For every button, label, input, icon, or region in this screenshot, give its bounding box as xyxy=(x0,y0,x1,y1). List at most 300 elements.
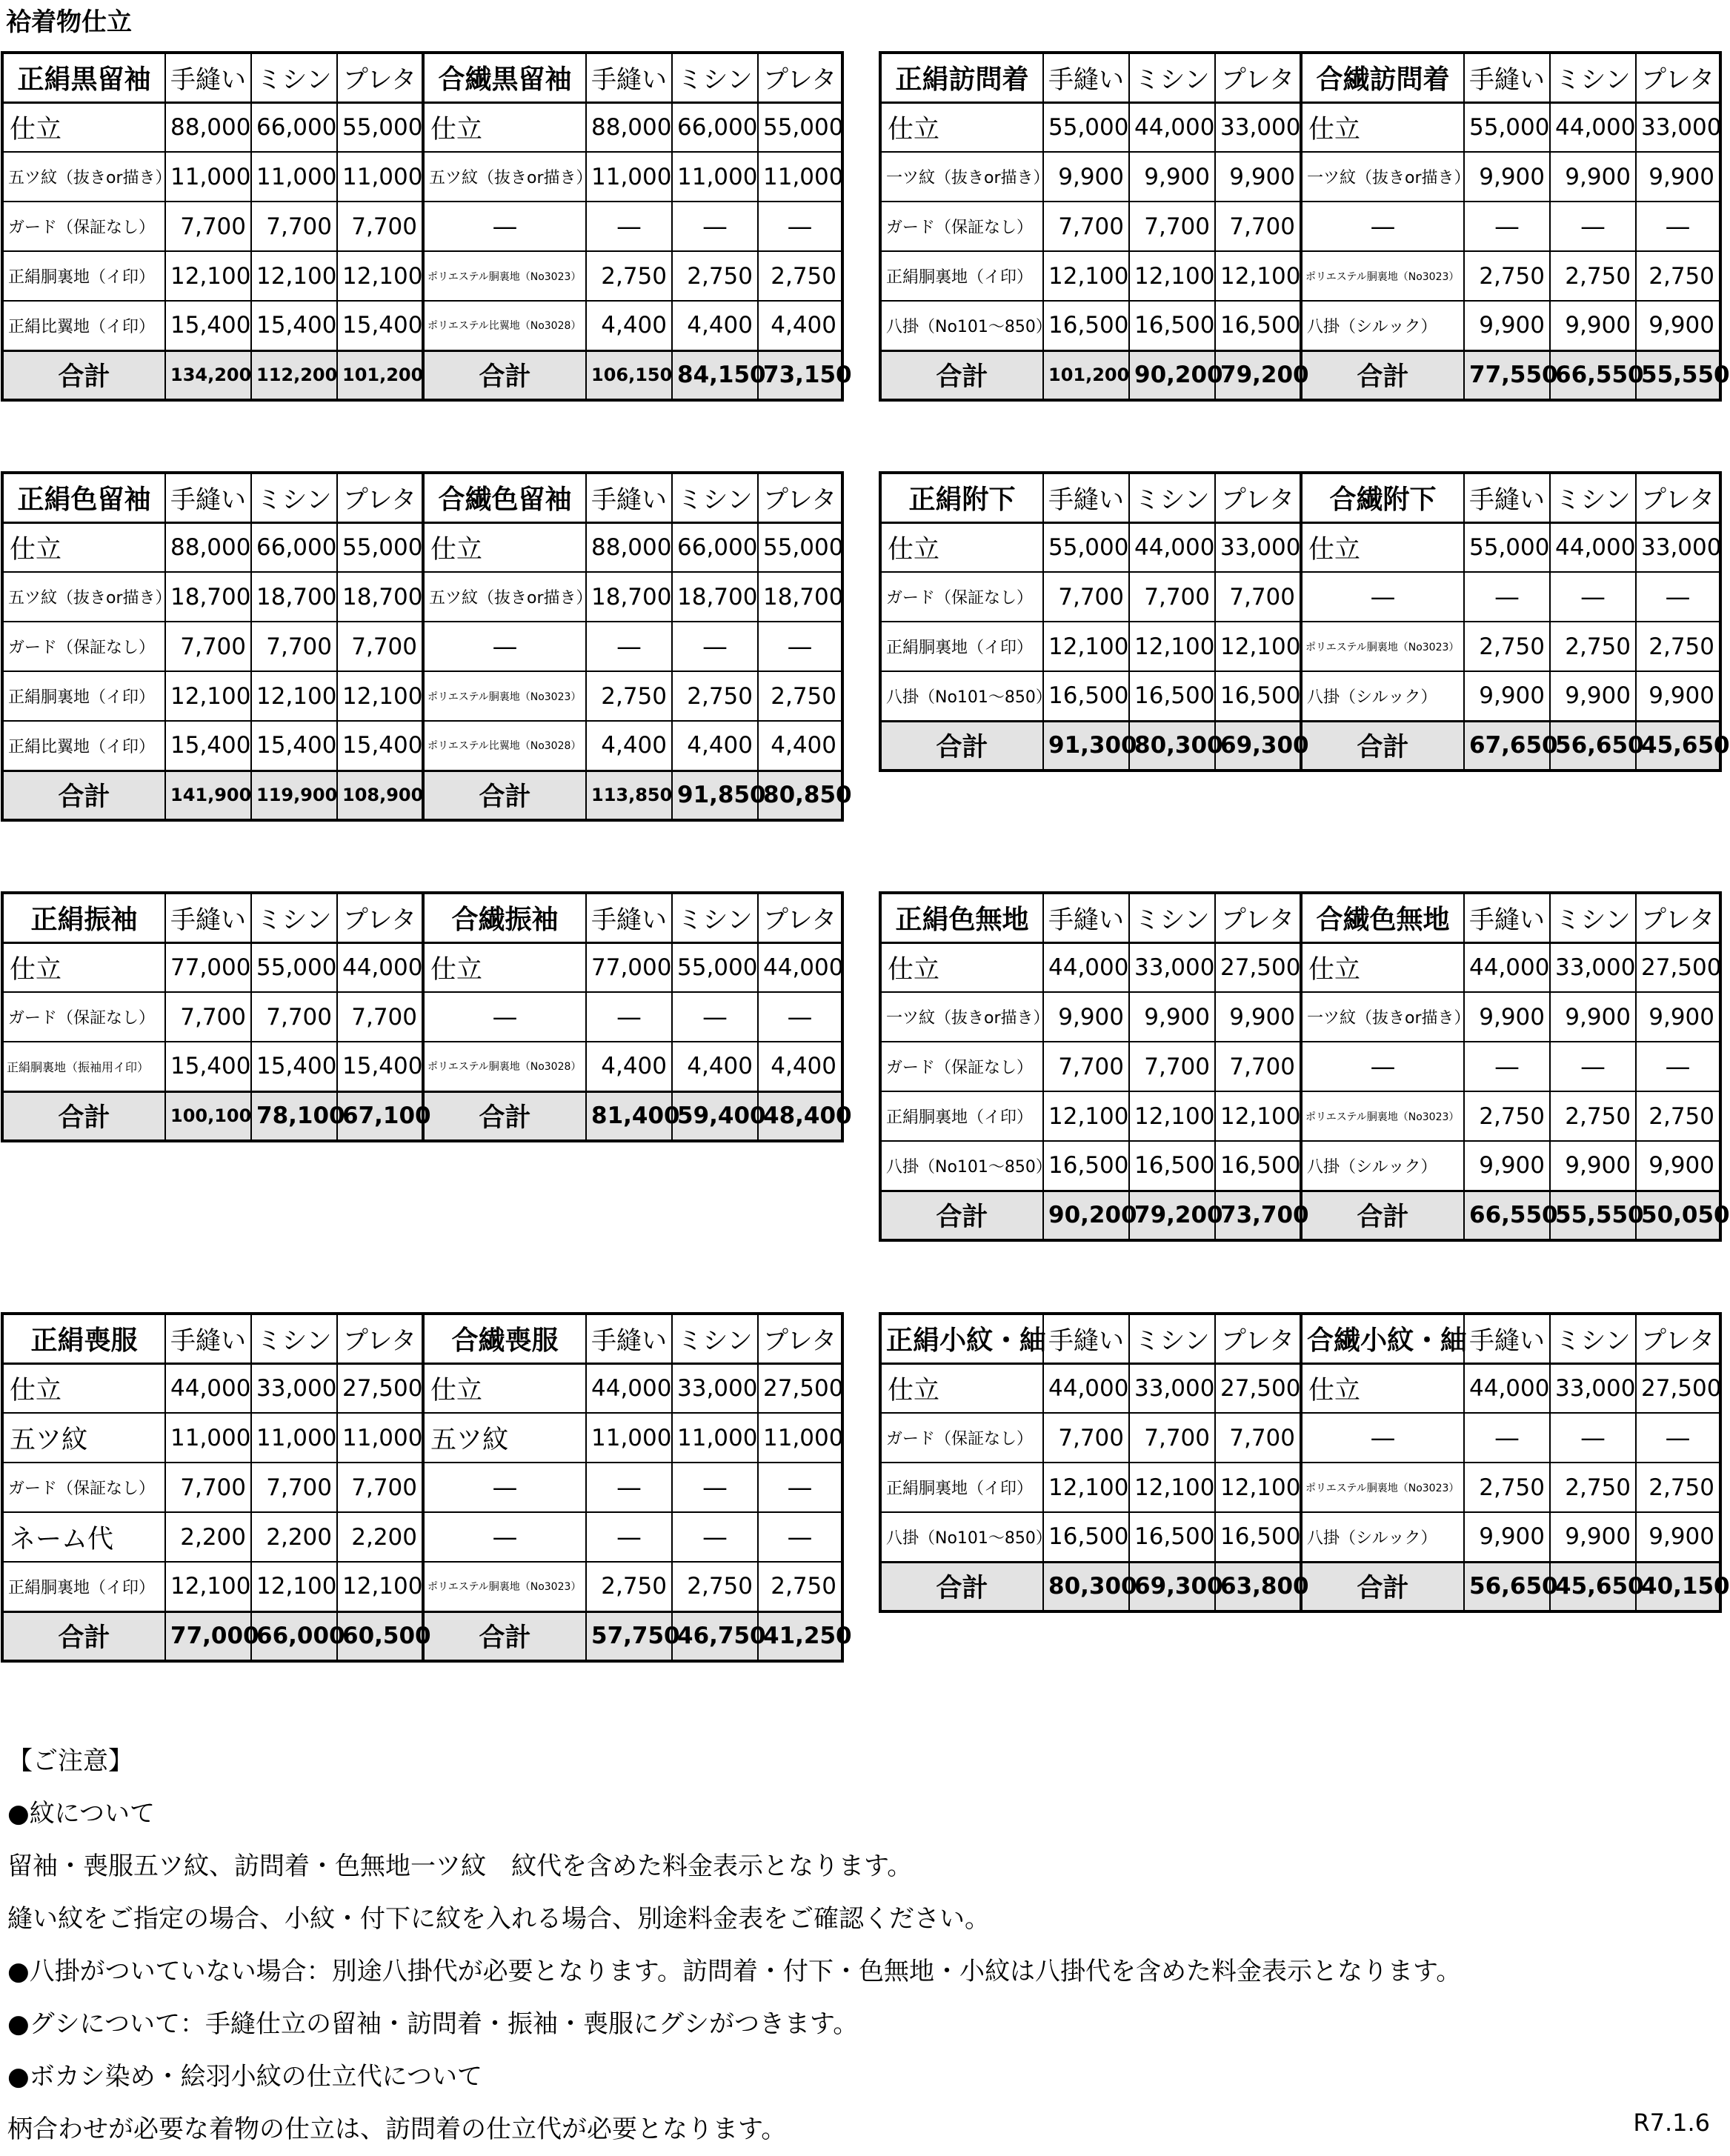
table-row xyxy=(880,671,1720,721)
price-cell: 7,700 xyxy=(337,622,423,671)
column-header: ミシン xyxy=(672,893,758,942)
total-price: 73,150 xyxy=(758,350,842,400)
price-cell: 11,000 xyxy=(672,1413,758,1463)
price-cell: 4,400 xyxy=(758,721,842,771)
empty-cell: — xyxy=(423,992,586,1042)
empty-cell: — xyxy=(1301,572,1464,622)
price-cell: 11,000 xyxy=(251,1413,337,1463)
item-label: 一ツ紋（抜きor描き） xyxy=(880,152,1043,202)
item-label: 正絹胴裏地（振袖用イ印） xyxy=(2,1042,165,1091)
price-cell: 2,750 xyxy=(672,1562,758,1611)
table-row xyxy=(2,721,842,771)
empty-cell: — xyxy=(423,202,586,251)
price-cell: 44,000 xyxy=(758,942,842,992)
column-header: ミシン xyxy=(251,53,337,102)
total-price: 45,650 xyxy=(1636,721,1720,771)
price-cell: 55,000 xyxy=(758,102,842,152)
table-row xyxy=(2,301,842,350)
price-cell: 44,000 xyxy=(1043,942,1129,992)
price-cell: 2,750 xyxy=(1636,1463,1720,1512)
price-cell: 15,400 xyxy=(337,301,423,350)
total-label: 合計 xyxy=(880,1191,1043,1240)
total-price: 141,900 xyxy=(165,771,251,820)
total-price: 73,700 xyxy=(1215,1191,1301,1240)
price-cell: 9,900 xyxy=(1636,992,1720,1042)
price-cell: 2,750 xyxy=(1550,1091,1636,1141)
column-header: ミシン xyxy=(1129,1314,1215,1363)
item-label: 仕立 xyxy=(2,102,165,152)
column-header: 手縫い xyxy=(1464,893,1550,942)
price-cell: 16,500 xyxy=(1043,301,1129,350)
total-price: 108,900 xyxy=(337,771,423,820)
empty-cell: — xyxy=(1550,1413,1636,1463)
note-line: ●八掛がついていない場合：別途八掛代が必要となります。訪問着・付下・色無地・小紋は八掛代を含めた料金表示となります。 xyxy=(7,1957,1462,1986)
item-label: 八掛（シルック） xyxy=(1301,1141,1464,1191)
total-price: 112,200 xyxy=(251,350,337,400)
empty-cell: — xyxy=(1636,202,1720,251)
table-title: 正絹色留袖 xyxy=(2,473,165,522)
price-cell: 9,900 xyxy=(1464,992,1550,1042)
price-cell: 44,000 xyxy=(1464,1363,1550,1413)
empty-cell: — xyxy=(1464,202,1550,251)
item-label: 五ツ紋（抜きor描き） xyxy=(2,152,165,202)
table-title: 正絹色無地 xyxy=(880,893,1043,942)
item-label: ポリエステル胴裏地（No3023） xyxy=(1301,622,1464,671)
price-cell: 11,000 xyxy=(672,152,758,202)
column-header: プレタ xyxy=(337,893,423,942)
item-label: 正絹胴裏地（イ印） xyxy=(2,251,165,301)
price-cell: 12,100 xyxy=(1129,251,1215,301)
table-header-row xyxy=(880,473,1720,522)
item-label: ポリエステル胴裏地（No3023） xyxy=(1301,251,1464,301)
empty-cell: — xyxy=(758,622,842,671)
column-header: 手縫い xyxy=(165,473,251,522)
item-label: 八掛（シルック） xyxy=(1301,671,1464,721)
item-label: ポリエステル胴裏地（No3023） xyxy=(423,251,586,301)
price-cell: 4,400 xyxy=(672,721,758,771)
table-row xyxy=(2,1463,842,1512)
price-cell: 15,400 xyxy=(251,1042,337,1091)
total-price: 50,050 xyxy=(1636,1191,1720,1240)
column-header: 手縫い xyxy=(586,893,672,942)
column-header: ミシン xyxy=(672,1314,758,1363)
item-label: 正絹胴裏地（イ印） xyxy=(2,1562,165,1611)
total-row xyxy=(2,350,842,400)
item-label: 仕立 xyxy=(880,102,1043,152)
total-label: 合計 xyxy=(1301,721,1464,771)
price-cell: 11,000 xyxy=(165,1413,251,1463)
price-cell: 16,500 xyxy=(1129,1512,1215,1562)
total-price: 81,400 xyxy=(586,1091,672,1141)
price-cell: 12,100 xyxy=(165,251,251,301)
price-cell: 9,900 xyxy=(1636,1512,1720,1562)
price-cell: 9,900 xyxy=(1636,152,1720,202)
price-table-iromuji xyxy=(879,891,1730,1242)
price-cell: 12,100 xyxy=(1043,622,1129,671)
total-price: 79,200 xyxy=(1129,1191,1215,1240)
table-row xyxy=(2,202,842,251)
price-cell: 7,700 xyxy=(337,202,423,251)
price-cell: 44,000 xyxy=(1043,1363,1129,1413)
price-cell: 2,750 xyxy=(1550,622,1636,671)
price-cell: 2,750 xyxy=(1464,1091,1550,1141)
empty-cell: — xyxy=(758,202,842,251)
table-title: 正絹附下 xyxy=(880,473,1043,522)
table-header-row xyxy=(2,893,842,942)
total-price: 41,250 xyxy=(758,1611,842,1661)
price-cell: 12,100 xyxy=(337,251,423,301)
price-cell: 7,700 xyxy=(1129,1042,1215,1091)
table-title: 合繊色留袖 xyxy=(423,473,586,522)
price-cell: 55,000 xyxy=(1043,102,1129,152)
column-header: ミシン xyxy=(251,893,337,942)
item-label: 仕立 xyxy=(423,1363,586,1413)
item-label: ネーム代 xyxy=(2,1512,165,1562)
empty-cell: — xyxy=(1301,202,1464,251)
price-cell: 12,100 xyxy=(1129,1463,1215,1512)
price-cell: 16,500 xyxy=(1215,671,1301,721)
item-label: ガード（保証なし） xyxy=(880,1413,1043,1463)
table-row xyxy=(880,572,1720,622)
item-label: ポリエステル比翼地（No3028） xyxy=(423,301,586,350)
price-cell: 7,700 xyxy=(1043,1042,1129,1091)
price-cell: 15,400 xyxy=(337,721,423,771)
price-cell: 9,900 xyxy=(1464,301,1550,350)
column-header: ミシン xyxy=(672,53,758,102)
column-header: プレタ xyxy=(1636,473,1720,522)
column-header: プレタ xyxy=(758,893,842,942)
price-cell: 12,100 xyxy=(165,1562,251,1611)
price-cell: 12,100 xyxy=(337,671,423,721)
total-price: 90,200 xyxy=(1043,1191,1129,1240)
item-label: 仕立 xyxy=(1301,1363,1464,1413)
price-cell: 16,500 xyxy=(1129,301,1215,350)
price-cell: 55,000 xyxy=(1464,522,1550,572)
price-cell: 7,700 xyxy=(1129,202,1215,251)
total-price: 56,650 xyxy=(1464,1562,1550,1611)
empty-cell: — xyxy=(586,202,672,251)
total-price: 80,300 xyxy=(1043,1562,1129,1611)
table-row xyxy=(880,522,1720,572)
price-cell: 44,000 xyxy=(165,1363,251,1413)
price-cell: 16,500 xyxy=(1043,1512,1129,1562)
total-price: 113,850 xyxy=(586,771,672,820)
empty-cell: — xyxy=(758,1512,842,1562)
total-price: 57,750 xyxy=(586,1611,672,1661)
price-cell: 7,700 xyxy=(251,1463,337,1512)
table-row xyxy=(880,1091,1720,1141)
price-cell: 27,500 xyxy=(1215,1363,1301,1413)
empty-cell: — xyxy=(1636,1042,1720,1091)
total-price: 77,000 xyxy=(165,1611,251,1661)
column-header: ミシン xyxy=(1129,893,1215,942)
item-label: 五ツ紋 xyxy=(2,1413,165,1463)
total-price: 45,650 xyxy=(1550,1562,1636,1611)
price-cell: 4,400 xyxy=(672,301,758,350)
item-label: 正絹胴裏地（イ印） xyxy=(880,622,1043,671)
column-header: 手縫い xyxy=(586,1314,672,1363)
item-label: 八掛（No101～850） xyxy=(880,671,1043,721)
empty-cell: — xyxy=(1636,1413,1720,1463)
column-header: ミシン xyxy=(672,473,758,522)
price-cell: 27,500 xyxy=(758,1363,842,1413)
table-row xyxy=(2,671,842,721)
price-cell: 33,000 xyxy=(1636,102,1720,152)
price-cell: 9,900 xyxy=(1215,992,1301,1042)
item-label: 仕立 xyxy=(1301,522,1464,572)
price-cell: 77,000 xyxy=(586,942,672,992)
empty-cell: — xyxy=(1464,1042,1550,1091)
item-label: ポリエステル胴裏地（No3023） xyxy=(1301,1463,1464,1512)
table-row xyxy=(880,622,1720,671)
price-cell: 18,700 xyxy=(337,572,423,622)
total-price: 59,400 xyxy=(672,1091,758,1141)
price-cell: 7,700 xyxy=(337,992,423,1042)
item-label: 仕立 xyxy=(2,942,165,992)
page-title: 袷着物仕立 xyxy=(6,7,132,37)
price-cell: 55,000 xyxy=(672,942,758,992)
table-title: 正絹喪服 xyxy=(2,1314,165,1363)
price-cell: 12,100 xyxy=(251,251,337,301)
total-label: 合計 xyxy=(423,350,586,400)
price-table-irotomesode xyxy=(1,471,852,822)
price-cell: 9,900 xyxy=(1129,992,1215,1042)
total-price: 134,200 xyxy=(165,350,251,400)
price-cell: 55,000 xyxy=(251,942,337,992)
empty-cell: — xyxy=(672,992,758,1042)
empty-cell: — xyxy=(423,1463,586,1512)
total-label: 合計 xyxy=(880,350,1043,400)
price-cell: 15,400 xyxy=(165,301,251,350)
item-label: 正絹胴裏地（イ印） xyxy=(880,1091,1043,1141)
column-header: 手縫い xyxy=(1464,1314,1550,1363)
price-cell: 4,400 xyxy=(586,301,672,350)
price-cell: 12,100 xyxy=(251,671,337,721)
item-label: 一ツ紋（抜きor描き） xyxy=(1301,152,1464,202)
price-table-mofuku xyxy=(1,1312,852,1663)
price-cell: 11,000 xyxy=(758,1413,842,1463)
total-price: 55,550 xyxy=(1636,350,1720,400)
price-cell: 2,750 xyxy=(1636,1091,1720,1141)
item-label: 正絹比翼地（イ印） xyxy=(2,721,165,771)
price-cell: 77,000 xyxy=(165,942,251,992)
price-cell: 33,000 xyxy=(1550,1363,1636,1413)
total-row xyxy=(2,1091,842,1141)
table-row xyxy=(880,1463,1720,1512)
total-price: 46,750 xyxy=(672,1611,758,1661)
total-label: 合計 xyxy=(423,1611,586,1661)
empty-cell: — xyxy=(423,1512,586,1562)
price-cell: 66,000 xyxy=(672,522,758,572)
column-header: プレタ xyxy=(337,53,423,102)
column-header: プレタ xyxy=(1636,53,1720,102)
empty-cell: — xyxy=(672,1512,758,1562)
price-cell: 44,000 xyxy=(1550,522,1636,572)
total-label: 合計 xyxy=(423,1091,586,1141)
item-label: 正絹比翼地（イ印） xyxy=(2,301,165,350)
price-cell: 7,700 xyxy=(165,1463,251,1512)
total-label: 合計 xyxy=(2,350,165,400)
price-cell: 9,900 xyxy=(1215,152,1301,202)
price-cell: 16,500 xyxy=(1129,1141,1215,1191)
price-cell: 15,400 xyxy=(251,301,337,350)
column-header: プレタ xyxy=(337,473,423,522)
note-line: 縫い紋をご指定の場合、小紋・付下に紋を入れる場合、別途料金表をご確認ください。 xyxy=(7,1904,990,1934)
column-header: 手縫い xyxy=(1043,1314,1129,1363)
column-header: 手縫い xyxy=(1464,53,1550,102)
price-cell: 11,000 xyxy=(586,152,672,202)
price-cell: 66,000 xyxy=(672,102,758,152)
table-row xyxy=(2,1363,842,1413)
table-row xyxy=(2,1413,842,1463)
total-price: 119,900 xyxy=(251,771,337,820)
price-cell: 12,100 xyxy=(1215,1091,1301,1141)
table-row xyxy=(880,1512,1720,1562)
item-label: 正絹胴裏地（イ印） xyxy=(880,1463,1043,1512)
price-cell: 15,400 xyxy=(165,721,251,771)
table-title: 合繊振袖 xyxy=(423,893,586,942)
item-label: ガード（保証なし） xyxy=(2,1463,165,1512)
item-label: ガード（保証なし） xyxy=(2,992,165,1042)
price-cell: 27,500 xyxy=(337,1363,423,1413)
price-cell: 4,400 xyxy=(672,1042,758,1091)
empty-cell: — xyxy=(423,622,586,671)
column-header: プレタ xyxy=(758,1314,842,1363)
price-cell: 9,900 xyxy=(1043,152,1129,202)
price-cell: 7,700 xyxy=(251,992,337,1042)
empty-cell: — xyxy=(672,202,758,251)
price-cell: 33,000 xyxy=(1129,942,1215,992)
item-label: 八掛（シルック） xyxy=(1301,1512,1464,1562)
total-row xyxy=(2,771,842,820)
price-cell: 9,900 xyxy=(1550,1141,1636,1191)
empty-cell: — xyxy=(1550,202,1636,251)
item-label: 仕立 xyxy=(880,942,1043,992)
price-cell: 16,500 xyxy=(1215,1512,1301,1562)
price-cell: 7,700 xyxy=(1043,202,1129,251)
item-label: 八掛（No101～850） xyxy=(880,1512,1043,1562)
price-cell: 55,000 xyxy=(337,102,423,152)
price-cell: 9,900 xyxy=(1464,1512,1550,1562)
price-cell: 11,000 xyxy=(165,152,251,202)
total-price: 55,550 xyxy=(1550,1191,1636,1240)
price-cell: 2,750 xyxy=(1464,1463,1550,1512)
price-cell: 44,000 xyxy=(1464,942,1550,992)
price-cell: 9,900 xyxy=(1636,1141,1720,1191)
table-row xyxy=(2,102,842,152)
note-line: ●グシについて：手縫仕立の留袖・訪問着・振袖・喪服にグシがつきます。 xyxy=(7,2009,859,2039)
price-cell: 9,900 xyxy=(1464,671,1550,721)
price-cell: 55,000 xyxy=(1043,522,1129,572)
total-price: 56,650 xyxy=(1550,721,1636,771)
price-cell: 7,700 xyxy=(1043,1413,1129,1463)
table-row xyxy=(2,1562,842,1611)
price-cell: 12,100 xyxy=(337,1562,423,1611)
column-header: プレタ xyxy=(758,473,842,522)
note-line: 柄合わせが必要な着物の仕立は、訪問着の仕立代が必要となります。 xyxy=(7,2115,787,2144)
price-cell: 33,000 xyxy=(1129,1363,1215,1413)
item-label: 五ツ紋（抜きor描き） xyxy=(2,572,165,622)
item-label: 仕立 xyxy=(2,1363,165,1413)
price-cell: 12,100 xyxy=(165,671,251,721)
price-table-tsukesage xyxy=(879,471,1730,772)
price-table-furisode xyxy=(1,891,852,1142)
item-label: 八掛（No101～850） xyxy=(880,1141,1043,1191)
column-header: 手縫い xyxy=(1043,473,1129,522)
table-row xyxy=(880,102,1720,152)
total-price: 48,400 xyxy=(758,1091,842,1141)
price-cell: 12,100 xyxy=(1129,622,1215,671)
empty-cell: — xyxy=(1550,1042,1636,1091)
price-cell: 7,700 xyxy=(165,202,251,251)
total-price: 91,850 xyxy=(672,771,758,820)
price-cell: 12,100 xyxy=(1215,622,1301,671)
empty-cell: — xyxy=(1301,1042,1464,1091)
column-header: 手縫い xyxy=(165,1314,251,1363)
total-price: 101,200 xyxy=(1043,350,1129,400)
table-header-row xyxy=(880,53,1720,102)
price-cell: 12,100 xyxy=(1043,1463,1129,1512)
price-cell: 12,100 xyxy=(1043,1091,1129,1141)
empty-cell: — xyxy=(1636,572,1720,622)
total-label: 合計 xyxy=(2,1091,165,1141)
price-cell: 7,700 xyxy=(251,202,337,251)
column-header: プレタ xyxy=(758,53,842,102)
item-label: 仕立 xyxy=(2,522,165,572)
price-cell: 55,000 xyxy=(1464,102,1550,152)
empty-cell: — xyxy=(672,622,758,671)
price-cell: 4,400 xyxy=(758,1042,842,1091)
price-cell: 27,500 xyxy=(1215,942,1301,992)
price-cell: 2,750 xyxy=(1636,251,1720,301)
column-header: ミシン xyxy=(1550,1314,1636,1363)
price-cell: 27,500 xyxy=(1636,942,1720,992)
price-cell: 2,750 xyxy=(672,251,758,301)
price-cell: 15,400 xyxy=(337,1042,423,1091)
price-cell: 33,000 xyxy=(1636,522,1720,572)
column-header: ミシン xyxy=(1550,893,1636,942)
item-label: 一ツ紋（抜きor描き） xyxy=(880,992,1043,1042)
price-cell: 7,700 xyxy=(1129,1413,1215,1463)
table-row xyxy=(880,152,1720,202)
price-cell: 18,700 xyxy=(165,572,251,622)
table-row xyxy=(2,152,842,202)
table-row xyxy=(2,1042,842,1091)
price-cell: 2,750 xyxy=(1464,251,1550,301)
total-price: 80,850 xyxy=(758,771,842,820)
price-cell: 9,900 xyxy=(1550,152,1636,202)
table-title: 合繊附下 xyxy=(1301,473,1464,522)
column-header: プレタ xyxy=(1215,1314,1301,1363)
item-label: 仕立 xyxy=(423,942,586,992)
price-cell: 9,900 xyxy=(1550,1512,1636,1562)
price-cell: 33,000 xyxy=(1550,942,1636,992)
table-row xyxy=(880,202,1720,251)
total-price: 100,100 xyxy=(165,1091,251,1141)
price-cell: 33,000 xyxy=(672,1363,758,1413)
price-cell: 55,000 xyxy=(337,522,423,572)
price-cell: 2,750 xyxy=(672,671,758,721)
column-header: プレタ xyxy=(1636,1314,1720,1363)
price-cell: 2,750 xyxy=(1464,622,1550,671)
total-row xyxy=(880,350,1720,400)
total-price: 77,550 xyxy=(1464,350,1550,400)
table-row xyxy=(880,1141,1720,1191)
total-row xyxy=(880,721,1720,771)
total-price: 63,800 xyxy=(1215,1562,1301,1611)
item-label: 正絹胴裏地（イ印） xyxy=(2,671,165,721)
price-cell: 16,500 xyxy=(1043,671,1129,721)
